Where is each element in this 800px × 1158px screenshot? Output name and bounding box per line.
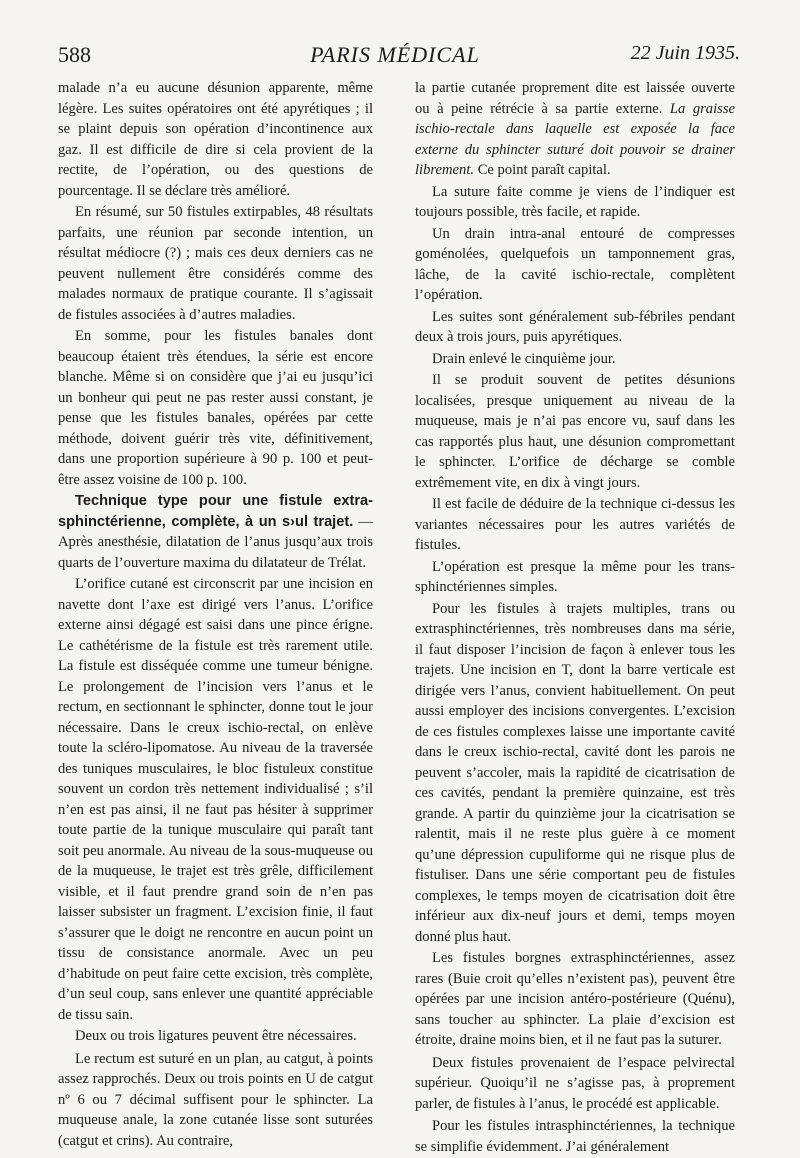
section-paragraph <box>58 491 373 573</box>
paragraph: Deux ou trois ligatures peuvent être nécessaires. <box>75 1028 357 1044</box>
page-number: 588 <box>58 42 91 67</box>
paragraph: malade n’a eu aucune désunion apparente, même légère. Les suites opératoires ont été apyrétiques ; il se plaint depuis son opération d’incontinence aux gaz. Il est difficile de dire si cela provient de la rectite, de l’opération, ou des questions de pourcentage. Il se déclare très amélioré. <box>58 80 373 199</box>
paragraph: Un drain intra-anal entouré de compresses goménolées, quelquefois un tamponnement gras, lâche, de la cavité ischio-rectale, complètent l’opération. <box>415 225 735 303</box>
paragraph: Il se produit souvent de petites désunions localisées, presque uniquement au niveau de la muqueuse, mais je n’ai pas encore vu, sauf dans les cas rapportés plus haut, une désunion compromettant le sphincter. L’orifice de décharge se comble extrêmement vite, en dix à vingt jours. <box>415 372 735 491</box>
paragraph: L’opération est presque la même pour les trans-sphinctériennes simples. <box>415 558 735 595</box>
paragraph-text: la partie cutanée proprement dite est laissée ouverte ou à peine rétrécie à sa partie externe. <box>415 80 735 117</box>
paragraph <box>415 78 735 181</box>
paragraph: Deux fistules provenaient de l’espace pelvirectal supérieur. Quoiqu’il ne s’agisse pas, à proprement parler, de fistules à l’anus, le procédé est applicable. <box>415 1054 735 1112</box>
right-column <box>415 78 735 1158</box>
paragraph: Le rectum est suturé en un plan, au catgut, à points assez rapprochés. Deux ou trois points en U de catgut nº 6 ou 7 décimal suffisent pour le sphincter. La muqueuse anale, la zone cutanée lisse sont suturées (catgut et crins). Au contraire, <box>58 1050 373 1149</box>
paragraph: La suture faite comme je viens de l’indiquer est toujours possible, très facile, et rapide. <box>415 183 735 220</box>
page-header <box>50 42 740 76</box>
paragraph: Pour les fistules intrasphinctériennes, la technique se simplifie évidemment. J’ai généralement <box>415 1118 735 1155</box>
paragraph-text: Ce point paraît capital. <box>474 162 611 178</box>
paragraph: Pour les fistules à trajets multiples, trans ou extrasphinctériennes, très nombreuses dans ma série, il faut disposer l’incision de façon à enlever tous les trajets. Une incision en T, dont la barre verticale est dirigée vers l’anus, convient habituellement. On peut aussi employer des incisions convergentes. L’excision de ces fistules complexes laisse une importante cavité dans le creux ischio-rectal, cavité dont les parois ne peuvent s’accoler, mais la rapidité de cicatrisation de ces cavités, pendant la première quinzaine, est très grande. A partir du quinzième jour la cicatrisation se ralentit, mais il ne reste plus guère à ce moment qu’une dépression cupuliforme qui ne risque plus de fistuliser. Dans une série comportant peu de fistules complexes, le temps moyen de cicatrisation doit être inférieur aux dix-neuf jours et demi, temps moyen donné plus haut. <box>415 600 735 945</box>
paragraph: Drain enlevé le cinquième jour. <box>432 350 616 367</box>
paragraph: Les suites sont généralement sub-fébriles pendant deux à trois jours, puis apyrétiques. <box>415 308 735 345</box>
paragraph: En résumé, sur 50 fistules extirpables, 48 résultats parfaits, une réunion par seconde intention, un résultat médiocre (?) ; mais ces deux derniers cas ne peuvent nullement être considérés comme des malades normaux de pratique courante. Il s’agissait de fistules associées à d’autres maladies. <box>58 204 373 323</box>
italic-emphasis: La graisse ischio-rectale dans laquelle est exposée la face externe du sphincter suturé doit pouvoir se drainer librement. <box>415 100 735 178</box>
left-column <box>58 78 373 1152</box>
paragraph: Il est facile de déduire de la technique ci-dessus les variantes nécessaires pour les autres variétés de fistules. <box>415 496 735 553</box>
paragraph-text: — Après anesthésie, dilatation de l’anus jusqu’aux trois quarts de l’ouverture maxima du dilatateur de Trélat. <box>58 513 373 571</box>
journal-title: PARIS MÉDICAL <box>310 42 480 67</box>
paragraph: En somme, pour les fistules banales dont beaucoup étaient très étendues, la série est encore blanche. Même si on considère que j’ai eu jusqu’ici un bonheur qui peut ne pas rester aussi constant, je pense que les fistules banales, opérées par cette méthode, doivent guérir très vite, définitivement, dans une proportion supérieure à 90 p. 100 et peut-être assez voisine de 100 p. 100. <box>58 328 373 488</box>
section-heading: Technique type pour une fistule extra-sphinctérienne, complète, à un s›ul trajet. <box>58 493 373 530</box>
issue-date: 22 Juin 1935. <box>630 42 740 64</box>
paragraph: Les fistules borgnes extrasphinctériennes, assez rares (Buie croit qu’elles n’existent pas), peuvent être opérées par une incision antéro-postérieure (Quénu), sans toucher au sphincter. La plaie d’excision est étroite, draine moins bien, et il ne faut pas la suturer. <box>415 950 735 1048</box>
paragraph: L’orifice cutané est circonscrit par une incision en navette dont l’axe est dirigé vers l’anus. L’orifice externe ainsi dégagé est saisi dans une pince érigne. Le cathétérisme de la fistule est très rarement utile. La fistule est disséquée comme une tumeur bénigne. Le prolongement de l’incision vers l’anus et le rectum, en sectionnant le sphincter, donne tout le jour nécessaire. Dans le creux ischio-rectal, on enlève toute la scléro-lipomatose. Au niveau de la traversée des tuniques musculaires, le bloc fistuleux constitue souvent un cordon très nettement individualisé ; s’il n’en est pas ainsi, il ne faut pas hésiter à supprimer toute partie de la tunique musculaire qui paraît tant soit peu anormale. Au niveau de la sous-muqueuse ou de la muqueuse, le trajet est très grêle, difficilement visible, et il faut prendre grand soin de n’en pas laisser subsister un fragment. L’excision finie, il faut s’assurer que le doigt ne rencontre en aucun point un tissu de consistance anormale. Avec un peu d’habitude on peut faire cette excision, très complète, d’un seul coup, sans enlever une quantité appréciable de tissu sain. <box>58 576 373 1023</box>
